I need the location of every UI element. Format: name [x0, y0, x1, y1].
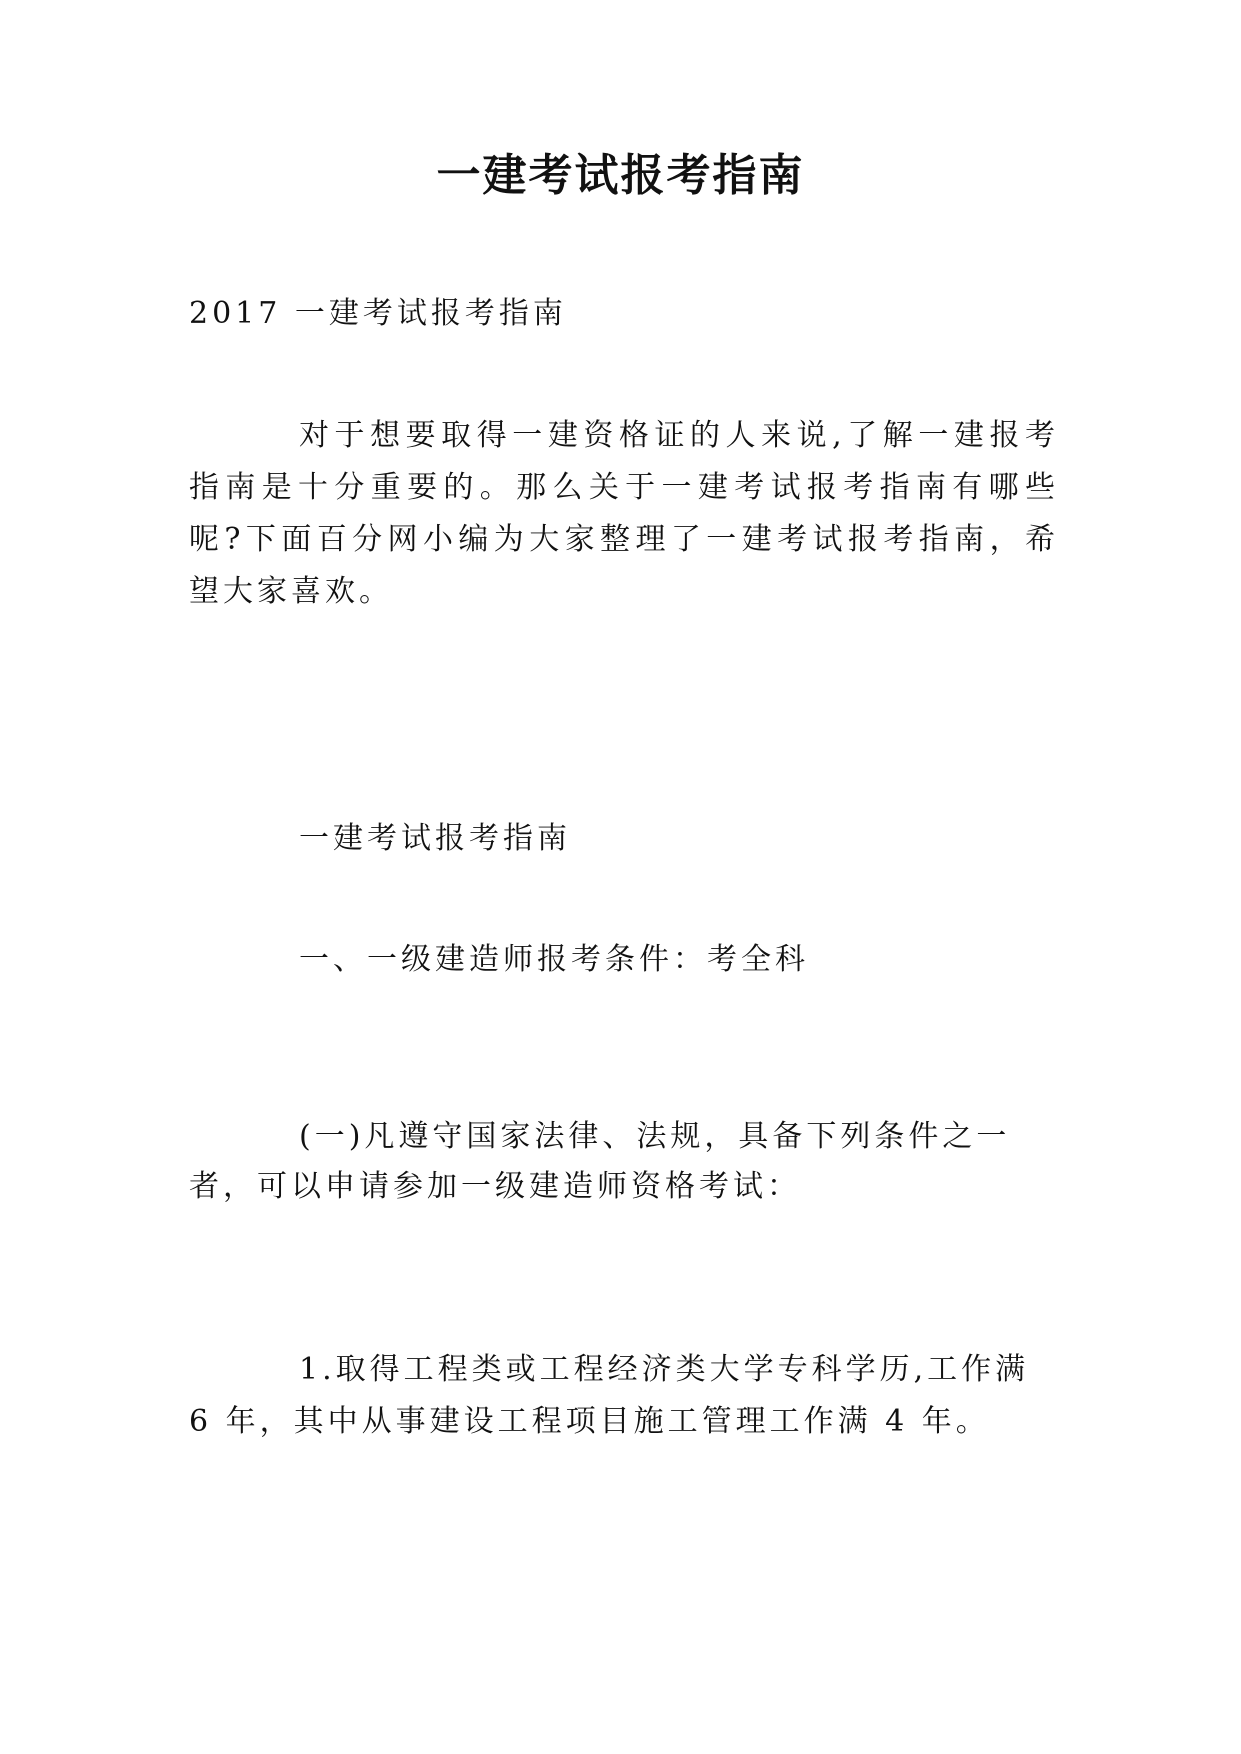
subsection-heading: 一、一级建造师报考条件：考全科 [299, 942, 809, 977]
document-title: 一建考试报考指南 [436, 150, 805, 201]
section-heading: 一建考试报考指南 [299, 821, 571, 856]
condition-paragraph: (一)凡遵守国家法律、法规，具备下列条件之一者，可以申请参加一级建造师资格考试： [189, 1119, 1011, 1204]
intro-paragraph: 对于想要取得一建资格证的人来说,了解一建报考指南是十分重要的。那么关于一建考试报考指南有哪些呢?下面百分网小编为大家整理了一建考试报考指南，希望大家喜欢。 [189, 418, 1059, 609]
list-item-1: 1.取得工程类或工程经济类大学专科学历,工作满 6 年，其中从事建设工程项目施工管理工作满 4 年。 [189, 1352, 1030, 1439]
document-subtitle: 2017 一建考试报考指南 [189, 296, 567, 331]
